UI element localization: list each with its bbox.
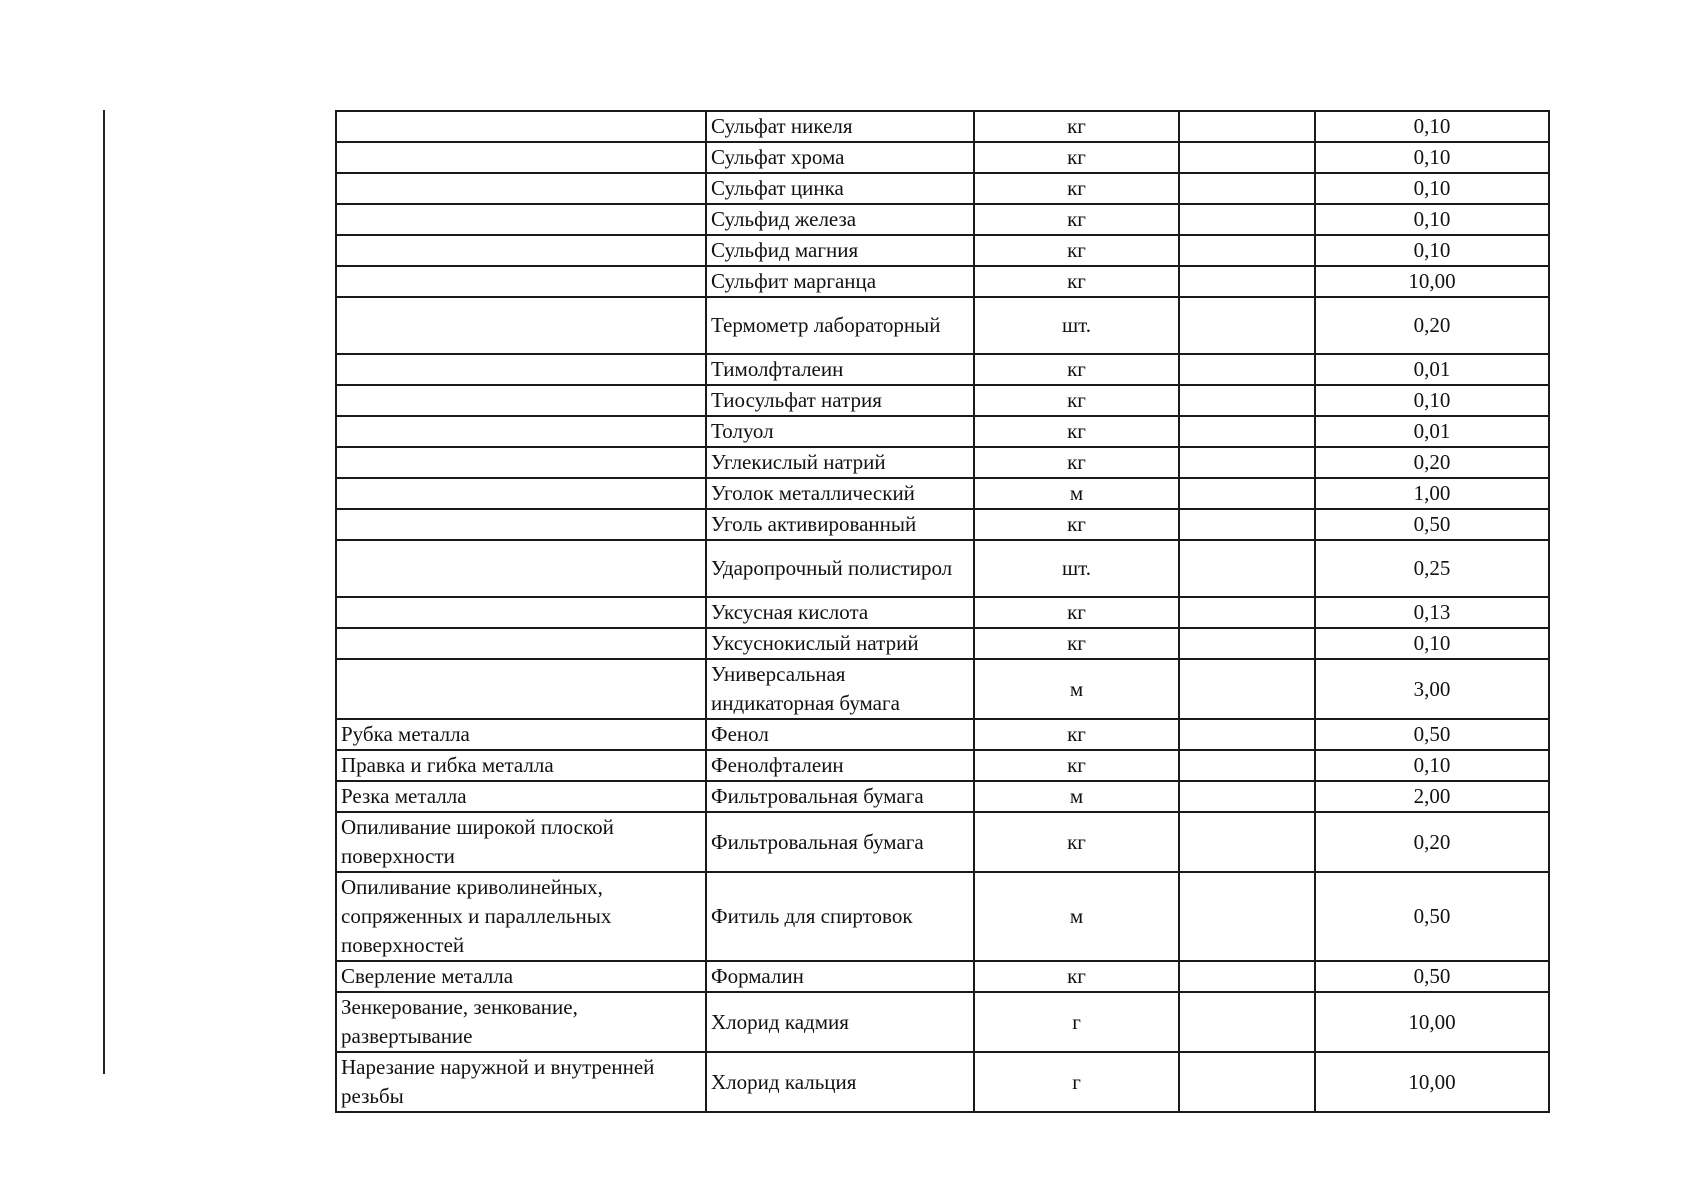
unit-cell: кг — [974, 719, 1179, 750]
unit-cell: кг — [974, 266, 1179, 297]
work-type-cell — [336, 540, 706, 597]
table-row — [336, 509, 1549, 540]
unit-cell: кг — [974, 142, 1179, 173]
table-row — [336, 1052, 1549, 1112]
material-name-cell: Тиосульфат натрия — [706, 385, 974, 416]
material-name-cell: Толуол — [706, 416, 974, 447]
empty-cell — [1179, 719, 1315, 750]
table-row — [336, 719, 1549, 750]
quantity-cell: 2,00 — [1315, 781, 1549, 812]
quantity-cell: 0,10 — [1315, 235, 1549, 266]
table-row — [336, 266, 1549, 297]
unit-cell: м — [974, 781, 1179, 812]
material-name-cell: Сульфид магния — [706, 235, 974, 266]
materials-table-body — [336, 111, 1549, 1112]
work-type-cell — [336, 173, 706, 204]
quantity-cell: 0,10 — [1315, 111, 1549, 142]
materials-table — [335, 110, 1550, 1113]
material-name-cell: Сульфат цинка — [706, 173, 974, 204]
quantity-cell: 0,01 — [1315, 354, 1549, 385]
table-row — [336, 235, 1549, 266]
quantity-cell: 0,20 — [1315, 297, 1549, 354]
unit-cell: м — [974, 659, 1179, 719]
material-name-cell: Углекислый натрий — [706, 447, 974, 478]
unit-cell: кг — [974, 173, 1179, 204]
material-name-cell: Уголь активированный — [706, 509, 974, 540]
unit-cell: кг — [974, 385, 1179, 416]
unit-cell: кг — [974, 416, 1179, 447]
unit-cell: шт. — [974, 540, 1179, 597]
unit-cell: кг — [974, 447, 1179, 478]
table-row — [336, 659, 1549, 719]
unit-cell: кг — [974, 628, 1179, 659]
unit-cell: кг — [974, 597, 1179, 628]
quantity-cell: 10,00 — [1315, 992, 1549, 1052]
empty-cell — [1179, 235, 1315, 266]
work-type-cell — [336, 235, 706, 266]
quantity-cell: 0,50 — [1315, 719, 1549, 750]
unit-cell: г — [974, 992, 1179, 1052]
unit-cell: кг — [974, 111, 1179, 142]
quantity-cell: 0,01 — [1315, 416, 1549, 447]
work-type-cell — [336, 204, 706, 235]
unit-cell: кг — [974, 750, 1179, 781]
empty-cell — [1179, 354, 1315, 385]
material-name-cell: Хлорид кадмия — [706, 992, 974, 1052]
material-name-cell: Сульфат хрома — [706, 142, 974, 173]
unit-cell: кг — [974, 354, 1179, 385]
quantity-cell: 0,20 — [1315, 812, 1549, 872]
material-name-cell: Фильтровальная бумага — [706, 781, 974, 812]
table-row — [336, 872, 1549, 961]
quantity-cell: 0,10 — [1315, 173, 1549, 204]
work-type-cell: Резка металла — [336, 781, 706, 812]
unit-cell: кг — [974, 509, 1179, 540]
table-row — [336, 385, 1549, 416]
quantity-cell: 0,20 — [1315, 447, 1549, 478]
empty-cell — [1179, 812, 1315, 872]
material-name-cell: Фенол — [706, 719, 974, 750]
table-row — [336, 781, 1549, 812]
work-type-cell — [336, 266, 706, 297]
work-type-cell — [336, 659, 706, 719]
table-row — [336, 416, 1549, 447]
material-name-cell: Ударопрочный полистирол — [706, 540, 974, 597]
work-type-cell: Опиливание криволинейных, сопряженных и параллельных поверхностей — [336, 872, 706, 961]
work-type-cell — [336, 111, 706, 142]
table-row — [336, 297, 1549, 354]
work-type-cell: Рубка металла — [336, 719, 706, 750]
quantity-cell: 0,25 — [1315, 540, 1549, 597]
quantity-cell: 0,50 — [1315, 509, 1549, 540]
work-type-cell — [336, 385, 706, 416]
unit-cell: м — [974, 478, 1179, 509]
empty-cell — [1179, 872, 1315, 961]
table-row — [336, 961, 1549, 992]
table-row — [336, 540, 1549, 597]
table-row — [336, 142, 1549, 173]
quantity-cell: 3,00 — [1315, 659, 1549, 719]
work-type-cell — [336, 297, 706, 354]
material-name-cell: Универсальная индикаторная бумага — [706, 659, 974, 719]
table-row — [336, 354, 1549, 385]
empty-cell — [1179, 750, 1315, 781]
table-row — [336, 111, 1549, 142]
empty-cell — [1179, 628, 1315, 659]
material-name-cell: Формалин — [706, 961, 974, 992]
empty-cell — [1179, 111, 1315, 142]
page-margin-rule — [103, 110, 105, 1074]
empty-cell — [1179, 447, 1315, 478]
quantity-cell: 0,13 — [1315, 597, 1549, 628]
unit-cell: г — [974, 1052, 1179, 1112]
table-row — [336, 992, 1549, 1052]
empty-cell — [1179, 509, 1315, 540]
material-name-cell: Сульфит марганца — [706, 266, 974, 297]
empty-cell — [1179, 961, 1315, 992]
unit-cell: шт. — [974, 297, 1179, 354]
unit-cell: кг — [974, 204, 1179, 235]
empty-cell — [1179, 992, 1315, 1052]
quantity-cell: 0,50 — [1315, 872, 1549, 961]
empty-cell — [1179, 781, 1315, 812]
work-type-cell — [336, 354, 706, 385]
table-row — [336, 628, 1549, 659]
work-type-cell: Правка и гибка металла — [336, 750, 706, 781]
unit-cell: кг — [974, 812, 1179, 872]
work-type-cell — [336, 142, 706, 173]
empty-cell — [1179, 297, 1315, 354]
work-type-cell — [336, 597, 706, 628]
work-type-cell — [336, 416, 706, 447]
unit-cell: м — [974, 872, 1179, 961]
empty-cell — [1179, 142, 1315, 173]
work-type-cell — [336, 628, 706, 659]
table-row — [336, 447, 1549, 478]
empty-cell — [1179, 385, 1315, 416]
empty-cell — [1179, 597, 1315, 628]
quantity-cell: 0,10 — [1315, 750, 1549, 781]
material-name-cell: Уксусная кислота — [706, 597, 974, 628]
material-name-cell: Тимолфталеин — [706, 354, 974, 385]
material-name-cell: Фитиль для спиртовок — [706, 872, 974, 961]
quantity-cell: 0,10 — [1315, 628, 1549, 659]
material-name-cell: Хлорид кальция — [706, 1052, 974, 1112]
material-name-cell: Фенолфталеин — [706, 750, 974, 781]
empty-cell — [1179, 173, 1315, 204]
table-row — [336, 597, 1549, 628]
work-type-cell — [336, 447, 706, 478]
quantity-cell: 0,10 — [1315, 385, 1549, 416]
table-row — [336, 750, 1549, 781]
material-name-cell: Фильтровальная бумага — [706, 812, 974, 872]
work-type-cell: Зенкерование, зенкование, развертывание — [336, 992, 706, 1052]
material-name-cell: Уксуснокислый натрий — [706, 628, 974, 659]
quantity-cell: 1,00 — [1315, 478, 1549, 509]
empty-cell — [1179, 416, 1315, 447]
quantity-cell: 0,10 — [1315, 142, 1549, 173]
quantity-cell: 10,00 — [1315, 266, 1549, 297]
work-type-cell: Сверление металла — [336, 961, 706, 992]
empty-cell — [1179, 1052, 1315, 1112]
table-row — [336, 204, 1549, 235]
material-name-cell: Сульфат никеля — [706, 111, 974, 142]
table-row — [336, 478, 1549, 509]
work-type-cell — [336, 478, 706, 509]
empty-cell — [1179, 540, 1315, 597]
quantity-cell: 0,50 — [1315, 961, 1549, 992]
material-name-cell: Уголок металлический — [706, 478, 974, 509]
quantity-cell: 0,10 — [1315, 204, 1549, 235]
material-name-cell: Термометр лабораторный — [706, 297, 974, 354]
table-row — [336, 173, 1549, 204]
empty-cell — [1179, 204, 1315, 235]
work-type-cell — [336, 509, 706, 540]
quantity-cell: 10,00 — [1315, 1052, 1549, 1112]
material-name-cell: Сульфид железа — [706, 204, 974, 235]
empty-cell — [1179, 659, 1315, 719]
work-type-cell: Нарезание наружной и внутренней резьбы — [336, 1052, 706, 1112]
empty-cell — [1179, 266, 1315, 297]
empty-cell — [1179, 478, 1315, 509]
unit-cell: кг — [974, 961, 1179, 992]
unit-cell: кг — [974, 235, 1179, 266]
table-row — [336, 812, 1549, 872]
work-type-cell: Опиливание широкой плоской поверхности — [336, 812, 706, 872]
